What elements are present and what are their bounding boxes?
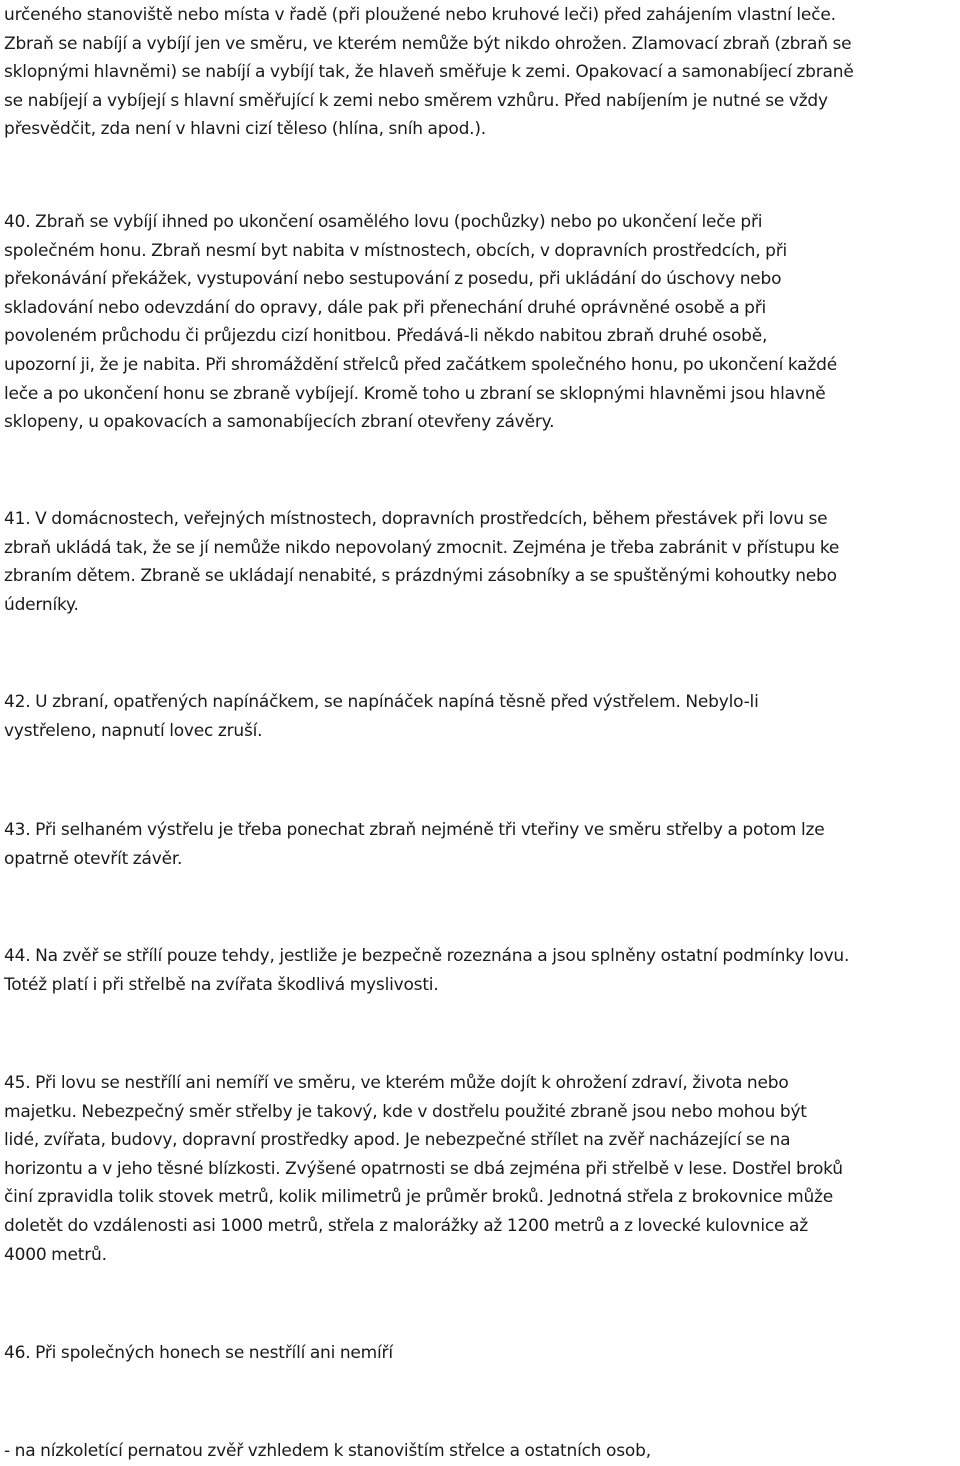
text-line: překonávání překážek, vystupování nebo sestupování z posedu, při ukládání do úschovy nebo	[4, 269, 782, 290]
paragraph-44	[4, 942, 849, 999]
paragraph-45	[4, 1069, 843, 1269]
text-line: 4000 metrů.	[4, 1244, 107, 1265]
paragraph-intro	[4, 1, 854, 144]
text-line: 40. Zbraň se vybíjí ihned po ukončení osamělého lovu (pochůzky) nebo po ukončení leče při	[4, 212, 763, 232]
text-line: doletět do vzdálenosti asi 1000 metrů, střela z malorážky až 1200 metrů a z lovecké kulovnice až	[4, 1215, 808, 1236]
text-line: 43. Při selhaném výstřelu je třeba ponechat zbraň nejméně tři vteřiny ve směru střelby a potom lze	[4, 820, 825, 840]
text-line: lidé, zvířata, budovy, dopravní prostředky apod. Je nebezpečné střílet na zvěř nacházející se na	[4, 1130, 791, 1151]
text-line: 41. V domácnostech, veřejných místnostech, dopravních prostředcích, během přestávek při lovu se	[4, 509, 828, 529]
paragraph-42	[4, 688, 759, 745]
text-line: zbraň ukládá tak, že se jí nemůže nikdo nepovolaný zmocnit. Zejména je třeba zabránit v přístupu ke	[4, 537, 840, 558]
text-line: opatrně otevřít závěr.	[4, 848, 183, 869]
paragraph-46-bullet	[4, 1437, 651, 1466]
text-line: úderníky.	[4, 594, 79, 615]
text-line: skladování nebo odevzdání do opravy, dále pak při přenechání druhé oprávněné osobě a při	[4, 297, 767, 318]
text-line: přesvědčit, zda není v hlavni cizí těleso (hlína, sníh apod.).	[4, 119, 487, 140]
paragraph-40	[4, 208, 837, 437]
text-line: - na nízkoletící pernatou zvěř vzhledem k stanovištím střelce a ostatních osob,	[4, 1441, 651, 1461]
text-line: leče a po ukončení honu se zbraně vybíjejí. Kromě toho u zbraní se sklopnými hlavněmi jsou hlavně	[4, 383, 826, 404]
text-line: vystřeleno, napnutí lovec zruší.	[4, 720, 263, 741]
text-line: 44. Na zvěř se střílí pouze tehdy, jestliže je bezpečně rozeznána a jsou splněny ostatní podmínky lovu.	[4, 946, 850, 966]
text-line: horizontu a v jeho těsné blízkosti. Zvýšené opatrnosti se dbá zejména při střelbě v lese. Dostřel broků	[4, 1158, 843, 1179]
text-line: 46. Při společných honech se nestřílí ani nemíří	[4, 1343, 393, 1363]
text-line: činí zpravidla tolik stovek metrů, kolik milimetrů je průměr broků. Jednotná střela z brokovnice může	[4, 1187, 834, 1208]
text-line: se nabíjejí a vybíjejí s hlavní směřující k zemi nebo směrem vzhůru. Před nabíjením je nutné se vždy	[4, 90, 828, 111]
text-line: upozorní ji, že je nabita. Při shromáždění střelců před začátkem společného honu, po ukončení každé	[4, 354, 837, 375]
text-line: sklopeny, u opakovacích a samonabíjecích zbraní otevřeny závěry.	[4, 412, 555, 433]
text-line: sklopnými hlavněmi) se nabíjí a vybíjí tak, že hlaveň směřuje k zemi. Opakovací a samonabíjecí zbraně	[4, 62, 854, 83]
text-line: Zbraň se nabíjí a vybíjí jen ve směru, ve kterém nemůže být nikdo ohrožen. Zlamovací zbraň (zbraň se	[4, 33, 852, 54]
paragraph-43	[4, 816, 824, 873]
text-line: 45. Při lovu se nestřílí ani nemíří ve směru, ve kterém může dojít k ohrožení zdraví, života nebo	[4, 1073, 789, 1093]
text-line: Totéž platí i při střelbě na zvířata škodlivá myslivosti.	[4, 974, 439, 995]
text-line: majetku. Nebezpečný směr střelby je takový, kde v dostřelu použité zbraně jsou nebo mohou být	[4, 1101, 807, 1122]
text-line: určeného stanoviště nebo místa v řadě (při ploužené nebo kruhové leči) před zahájením vlastní leče.	[4, 5, 836, 25]
text-line: zbraním dětem. Zbraně se ukládají nenabité, s prázdnými zásobníky a se spuštěnými kohoutky nebo	[4, 566, 837, 587]
paragraph-41	[4, 505, 839, 619]
text-line: společném honu. Zbraň nesmí byt nabita v místnostech, obcích, v dopravních prostředcích, při	[4, 240, 788, 261]
paragraph-46	[4, 1339, 393, 1368]
text-line: povoleném průchodu či průjezdu cizí honitbou. Předává-li někdo nabitou zbraň druhé osobě,	[4, 326, 768, 347]
text-line: 42. U zbraní, opatřených napínáčkem, se napínáček napíná těsně před výstřelem. Nebylo-li	[4, 692, 759, 712]
